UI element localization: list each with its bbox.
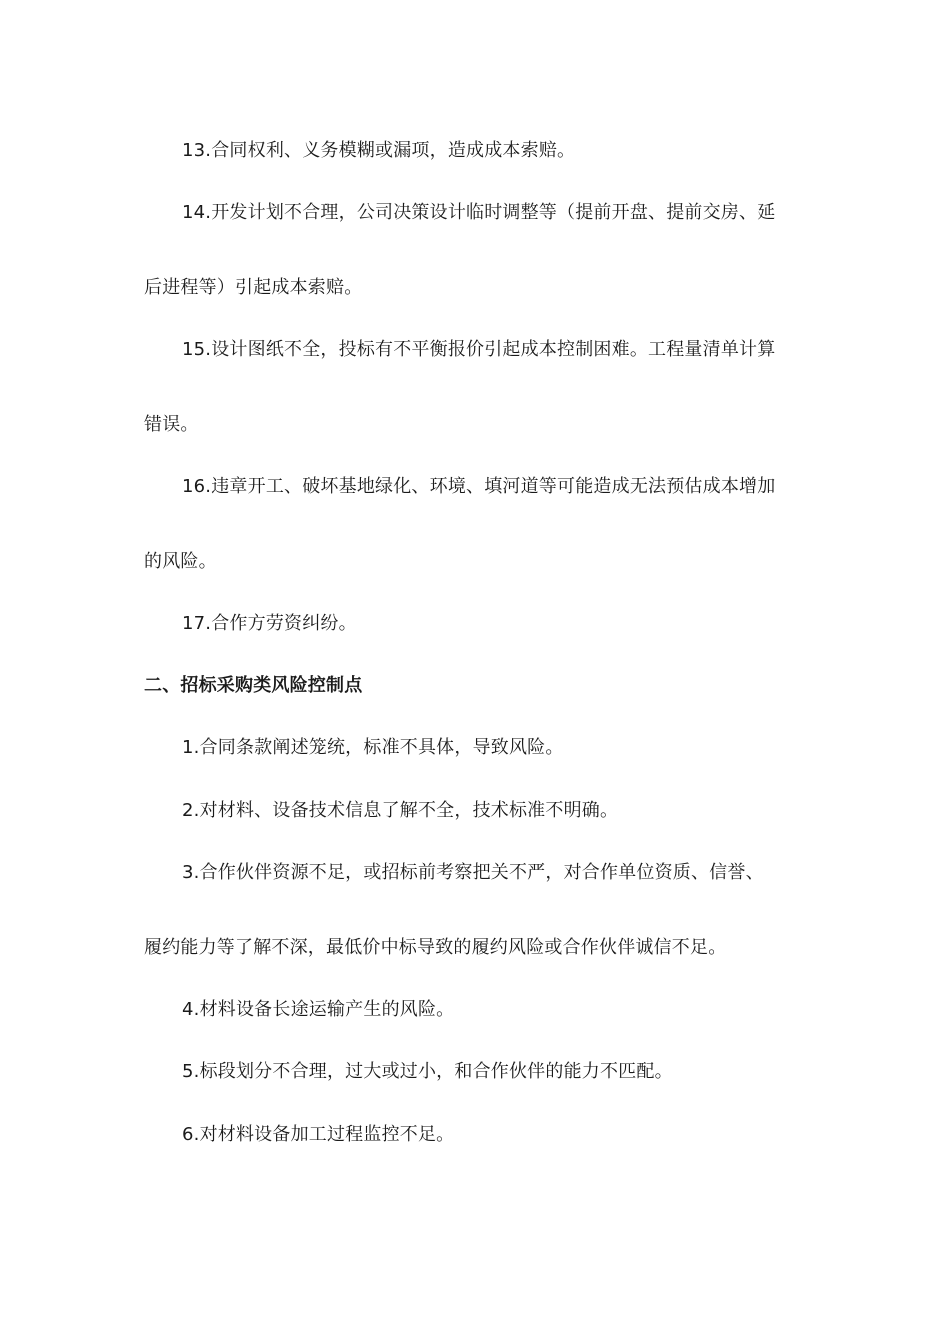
list-item-3-line-1: 3.合作伙伴资源不足，或招标前考察把关不严，对合作单位资质、信誉、 <box>182 862 764 883</box>
list-item-1: 1.合同条款阐述笼统，标准不具体，导致风险。 <box>182 737 564 758</box>
list-item-15-line-2: 错误。 <box>144 414 199 435</box>
list-item-16-line-2: 的风险。 <box>144 551 217 572</box>
list-item-5: 5.标段划分不合理，过大或过小，和合作伙伴的能力不匹配。 <box>182 1061 673 1082</box>
list-item-15-line-1: 15.设计图纸不全，投标有不平衡报价引起成本控制困难。工程量清单计算 <box>182 339 776 360</box>
list-item-13: 13.合同权利、义务模糊或漏项，造成成本索赔。 <box>182 140 576 161</box>
list-item-16-line-1: 16.违章开工、破坏基地绿化、环境、填河道等可能造成无法预估成本增加 <box>182 476 776 497</box>
list-item-4: 4.材料设备长途运输产生的风险。 <box>182 999 455 1020</box>
list-item-2: 2.对材料、设备技术信息了解不全，技术标准不明确。 <box>182 800 619 821</box>
list-item-14-line-1: 14.开发计划不合理，公司决策设计临时调整等（提前开盘、提前交房、延 <box>182 202 776 223</box>
list-item-6: 6.对材料设备加工过程监控不足。 <box>182 1124 455 1145</box>
section-heading: 二、招标采购类风险控制点 <box>144 675 363 696</box>
list-item-14-line-2: 后进程等）引起成本索赔。 <box>144 277 363 298</box>
list-item-3-line-2: 履约能力等了解不深，最低价中标导致的履约风险或合作伙伴诚信不足。 <box>144 937 727 958</box>
list-item-17: 17.合作方劳资纠纷。 <box>182 613 357 634</box>
